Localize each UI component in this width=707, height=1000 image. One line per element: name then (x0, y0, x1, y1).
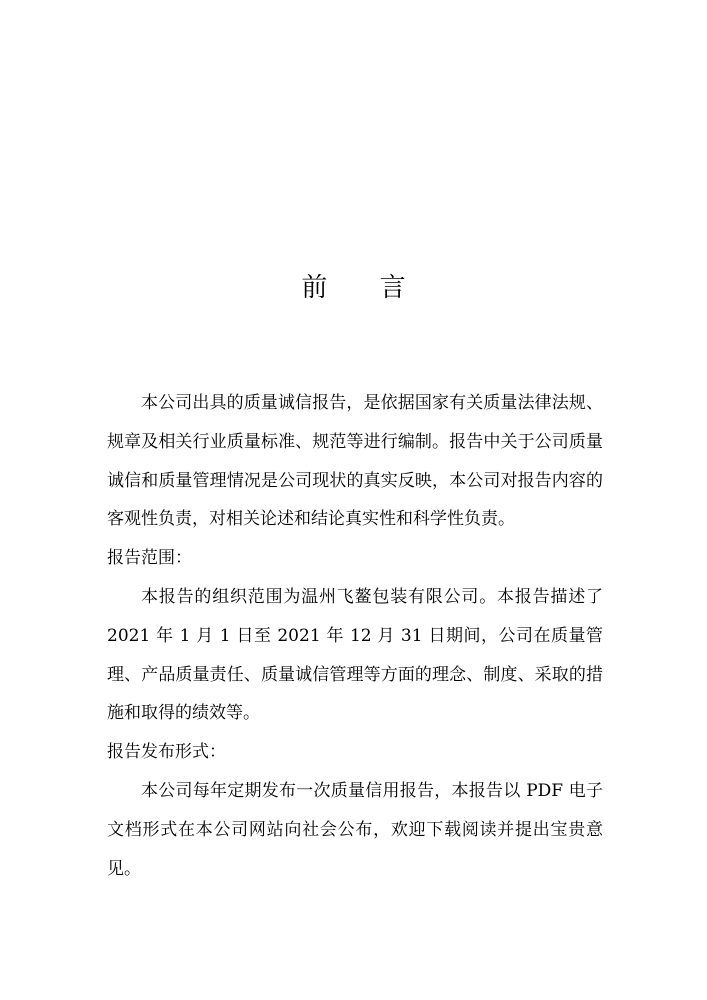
release-heading: 报告发布形式： (107, 742, 226, 763)
page-title: 前 言 (301, 273, 428, 303)
release-paragraph: 本公司每年定期发布一次质量信用报告，本报告以 PDF 电子文档形式在本公司网站向社会公布，欢迎下载阅读并提出宝贵意见。 (107, 780, 603, 879)
scope-heading: 报告范围： (107, 548, 192, 569)
scope-paragraph: 本报告的组织范围为温州飞鳌包装有限公司。本报告描述了 2021 年 1 月 1 日至 2021 年 12 月 31 日期间，公司在质量管理、产品质量责任、质量诚信管理等方面的理念、制度、采取的措施和取得的绩效等。 (107, 586, 603, 724)
document-body (107, 384, 603, 888)
intro-paragraph: 本公司出具的质量诚信报告，是依据国家有关质量法律法规、规章及相关行业质量标准、规范等进行编制。报告中关于公司质量诚信和质量管理情况是公司现状的真实反映，本公司对报告内容的客观性负责，对相关论述和结论真实性和科学性负责。 (107, 393, 603, 530)
